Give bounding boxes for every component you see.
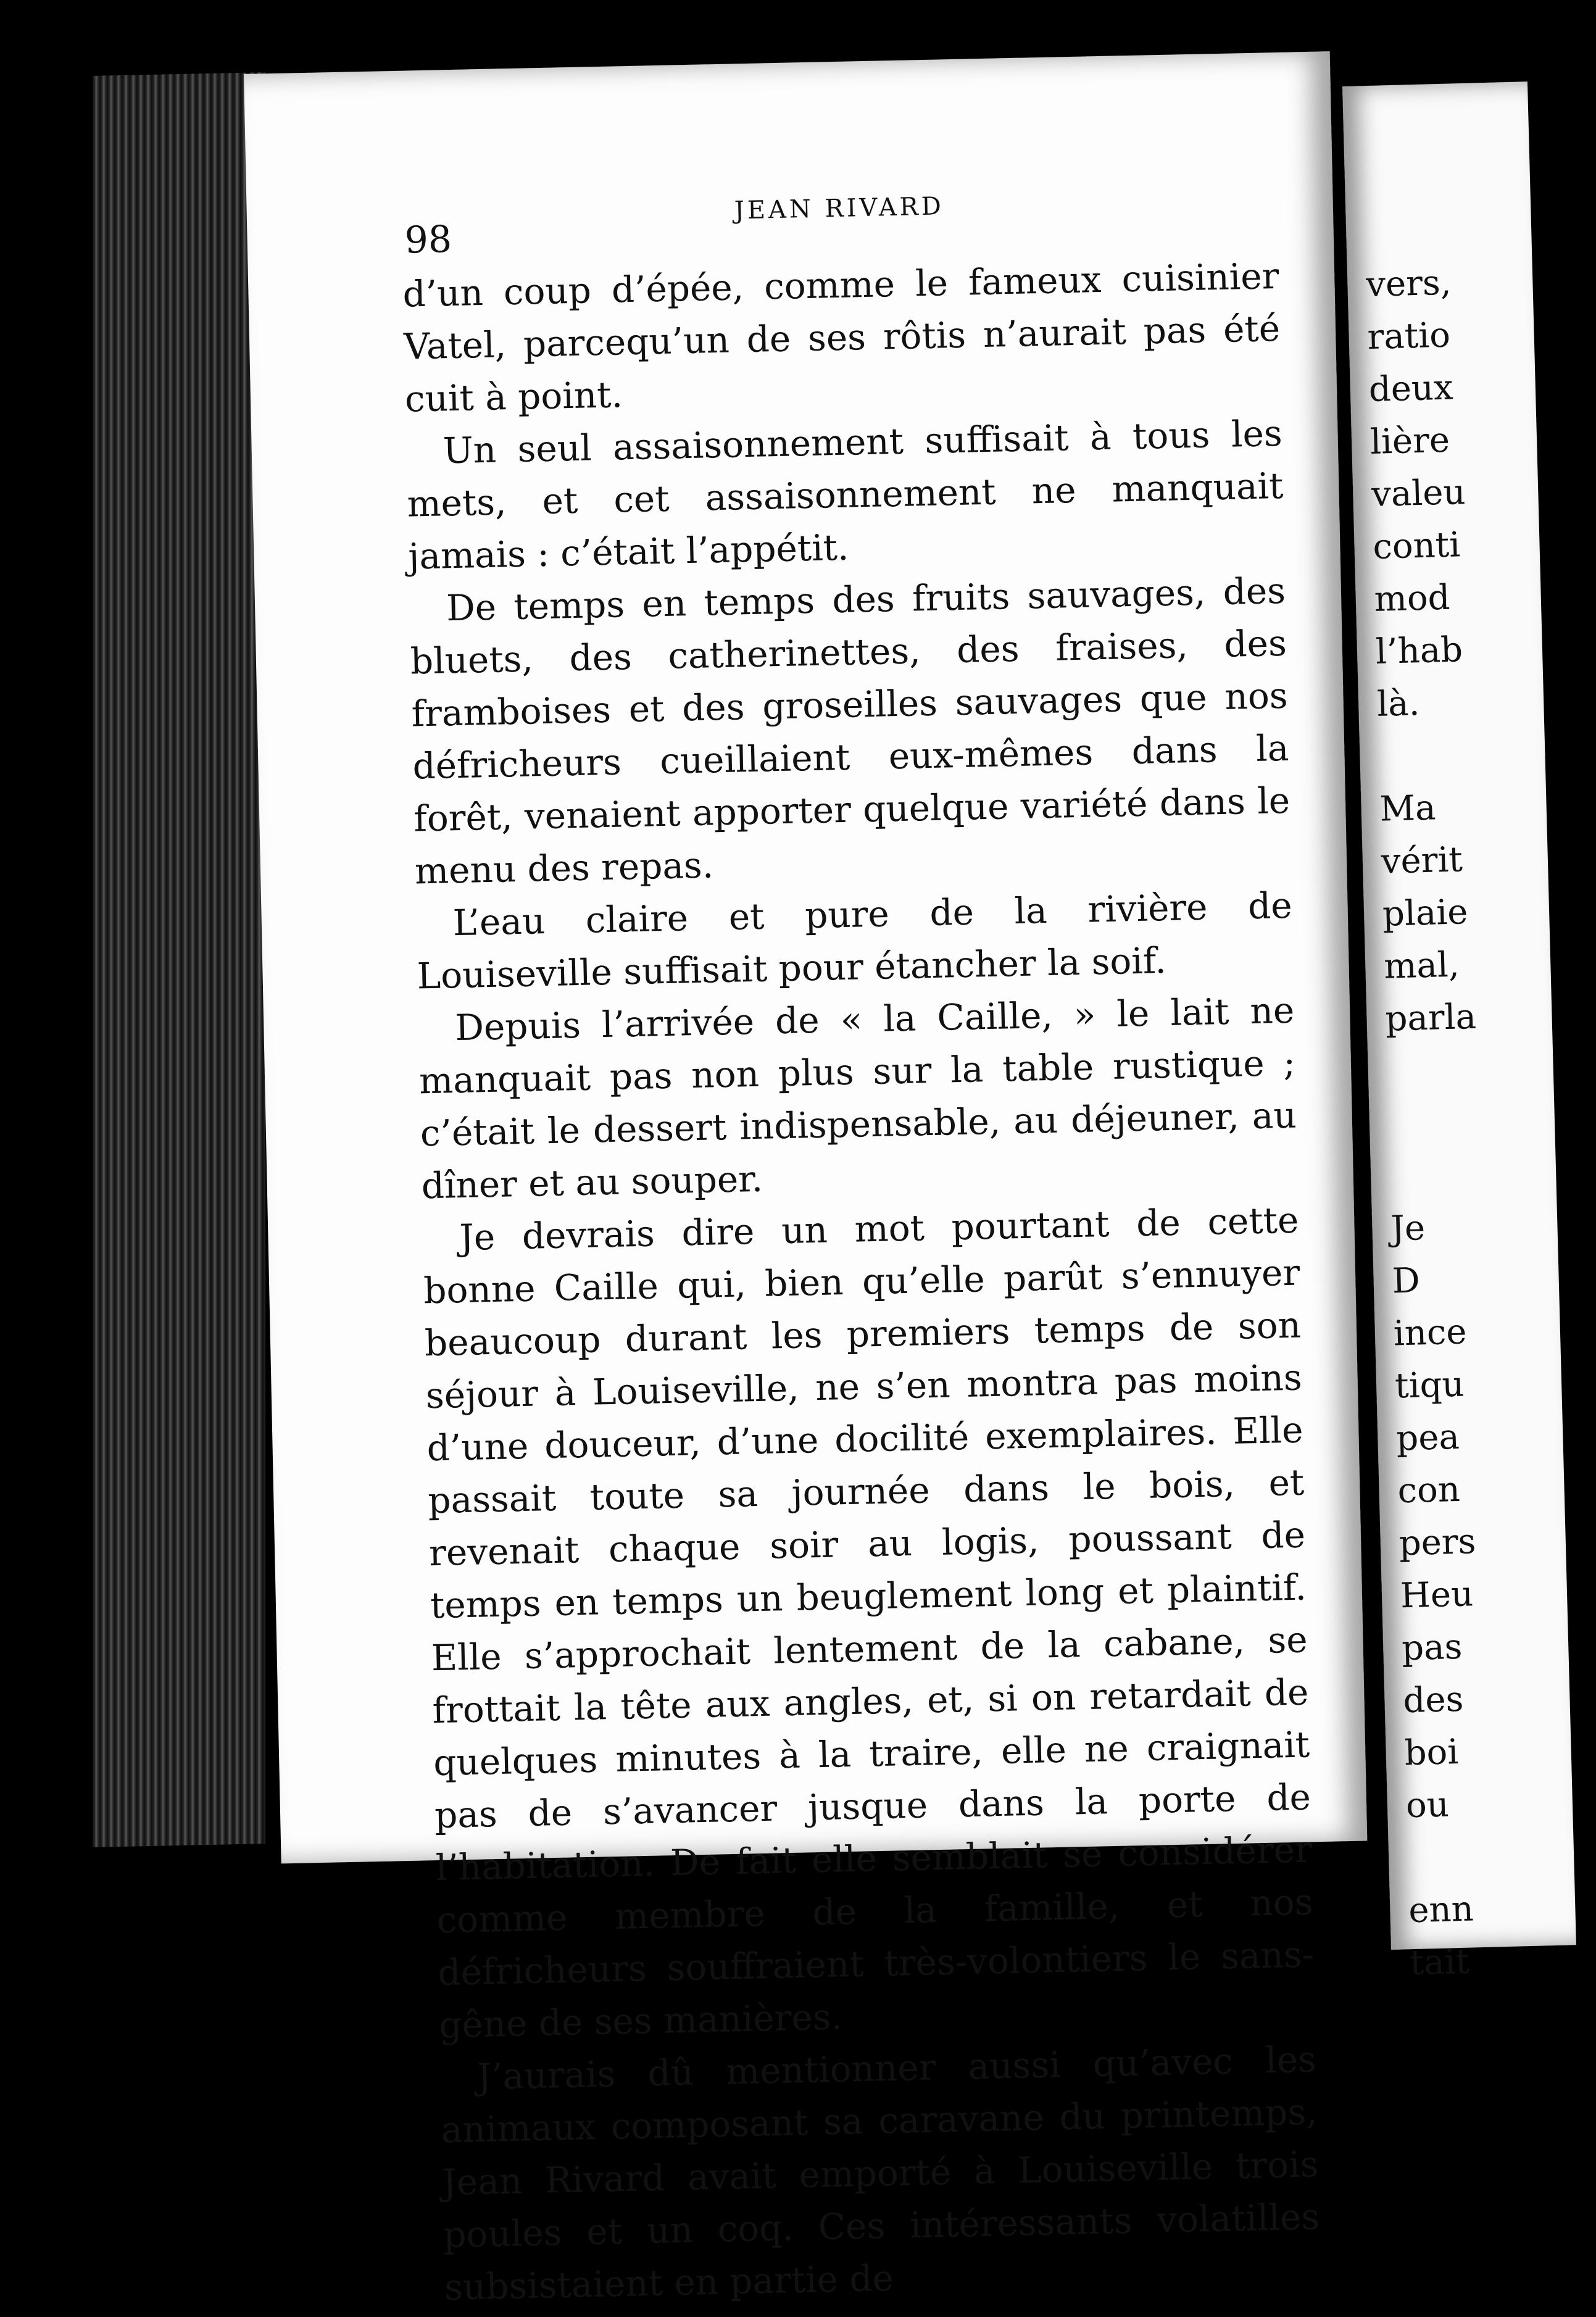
- right-page-line: ou: [1405, 1784, 1450, 1826]
- right-page-line: [1387, 1093, 1574, 1150]
- book-page-edges: [93, 72, 265, 1847]
- right-page-line: vérit: [1381, 839, 1463, 882]
- right-page-line: lière: [1369, 420, 1450, 463]
- right-page-line: [1407, 1827, 1593, 1884]
- right-page-line: pers: [1398, 1521, 1477, 1564]
- paragraph: Je devrais dire un mot pourtant de cette bonne Caille qui, bien qu’elle parût s’ennuyer beaucoup durant les premiers temps de son séjour à Louiseville, ne s’en montra pas moins d’une douceur, d’une docilité exemplaires. Elle passait toute sa journée dans le bois, et revenait chaque soir au logis, poussant de temps en temps un beuglement long et plaintif. Elle s’approchait lentement de la cabane, se frottait la tête aux angles, et, si on retardait de quelques minutes à la traire, elle ne craignait pas de s’avancer jusque dans la porte de l’habitation. De fait elle semblait se considérer comme membre de la famille, et nos défricheurs souffraient très-volontiers le sans-gêne de ses manières.: [423, 1199, 1315, 2047]
- right-page-line: [1378, 726, 1564, 783]
- right-page-line: ince: [1393, 1312, 1468, 1354]
- right-page-line: là.: [1376, 683, 1421, 725]
- right-page-line: enn: [1408, 1889, 1474, 1931]
- right-page-line: D: [1391, 1260, 1421, 1302]
- right-page-line: conti: [1372, 525, 1461, 567]
- right-page-line: Je: [1390, 1208, 1426, 1249]
- paragraph: L’eau claire et pure de la rivière de Louiseville suffisait pour étancher la soif.: [416, 884, 1293, 997]
- right-page-line: plaie: [1382, 892, 1469, 934]
- right-page-line: mal,: [1383, 944, 1460, 987]
- right-page-line: des: [1402, 1679, 1465, 1721]
- right-page-line: valeu: [1371, 472, 1466, 515]
- right-page-line: ratio: [1366, 315, 1451, 358]
- paragraph: De temps en temps des fruits sauvages, des bluets, des catherinettes, des fraises, des framboises et des groseilles sauvages que nos défricheurs cueillaient eux-mêmes dans la forêt, venaient apporter quelque variété dans le menu des repas.: [410, 569, 1291, 892]
- right-page: [1342, 81, 1576, 1984]
- right-page-line: parla: [1384, 996, 1477, 1039]
- running-head: JEAN RIVARD: [734, 192, 945, 225]
- paragraph: J’aurais dû mentionner aussi qu’avec les animaux composant sa caravane du printemps, Jean Rivard avait emporté à Louiseville trois poules et un coq. Ces intéressants volatilles subsistaient en partie de: [441, 2038, 1320, 2308]
- body-text: [402, 250, 1321, 2314]
- right-page-line: [1389, 1146, 1575, 1203]
- paragraph: Un seul assaisonnement suffisait à tous les mets, et cet assaisonnement ne manquait jamais : c’était l’appétit.: [406, 412, 1284, 578]
- right-page-text: [1365, 254, 1595, 1989]
- right-page-line: pea: [1395, 1416, 1460, 1459]
- right-page-line: tait: [1409, 1941, 1470, 1984]
- right-page-line: deux: [1368, 367, 1454, 410]
- paragraph: d’un coup d’épée, comme le fameux cuisinier Vatel, parcequ’un de ses rôtis n’aurait pas été cuit à point.: [402, 254, 1281, 420]
- right-page-line: boi: [1403, 1732, 1460, 1774]
- paragraph: Depuis l’arrivée de « la Caille, » le lait ne manquait pas non plus sur la table rustique ; c’était le dessert indispensable, au déjeuner, au dîner et au souper.: [418, 989, 1297, 1207]
- right-page-line: con: [1397, 1469, 1461, 1512]
- right-page-line: tiqu: [1394, 1364, 1465, 1407]
- right-page-line: mod: [1373, 577, 1451, 620]
- right-page-line: [1386, 1041, 1573, 1098]
- right-page-line: pas: [1401, 1626, 1463, 1669]
- right-page-line: vers,: [1365, 262, 1452, 306]
- right-page-line: Heu: [1400, 1574, 1474, 1616]
- right-page-line: l’hab: [1375, 630, 1463, 672]
- right-page-line: Ma: [1379, 788, 1437, 830]
- left-page: [244, 51, 1367, 2308]
- page-number: 98: [404, 218, 452, 262]
